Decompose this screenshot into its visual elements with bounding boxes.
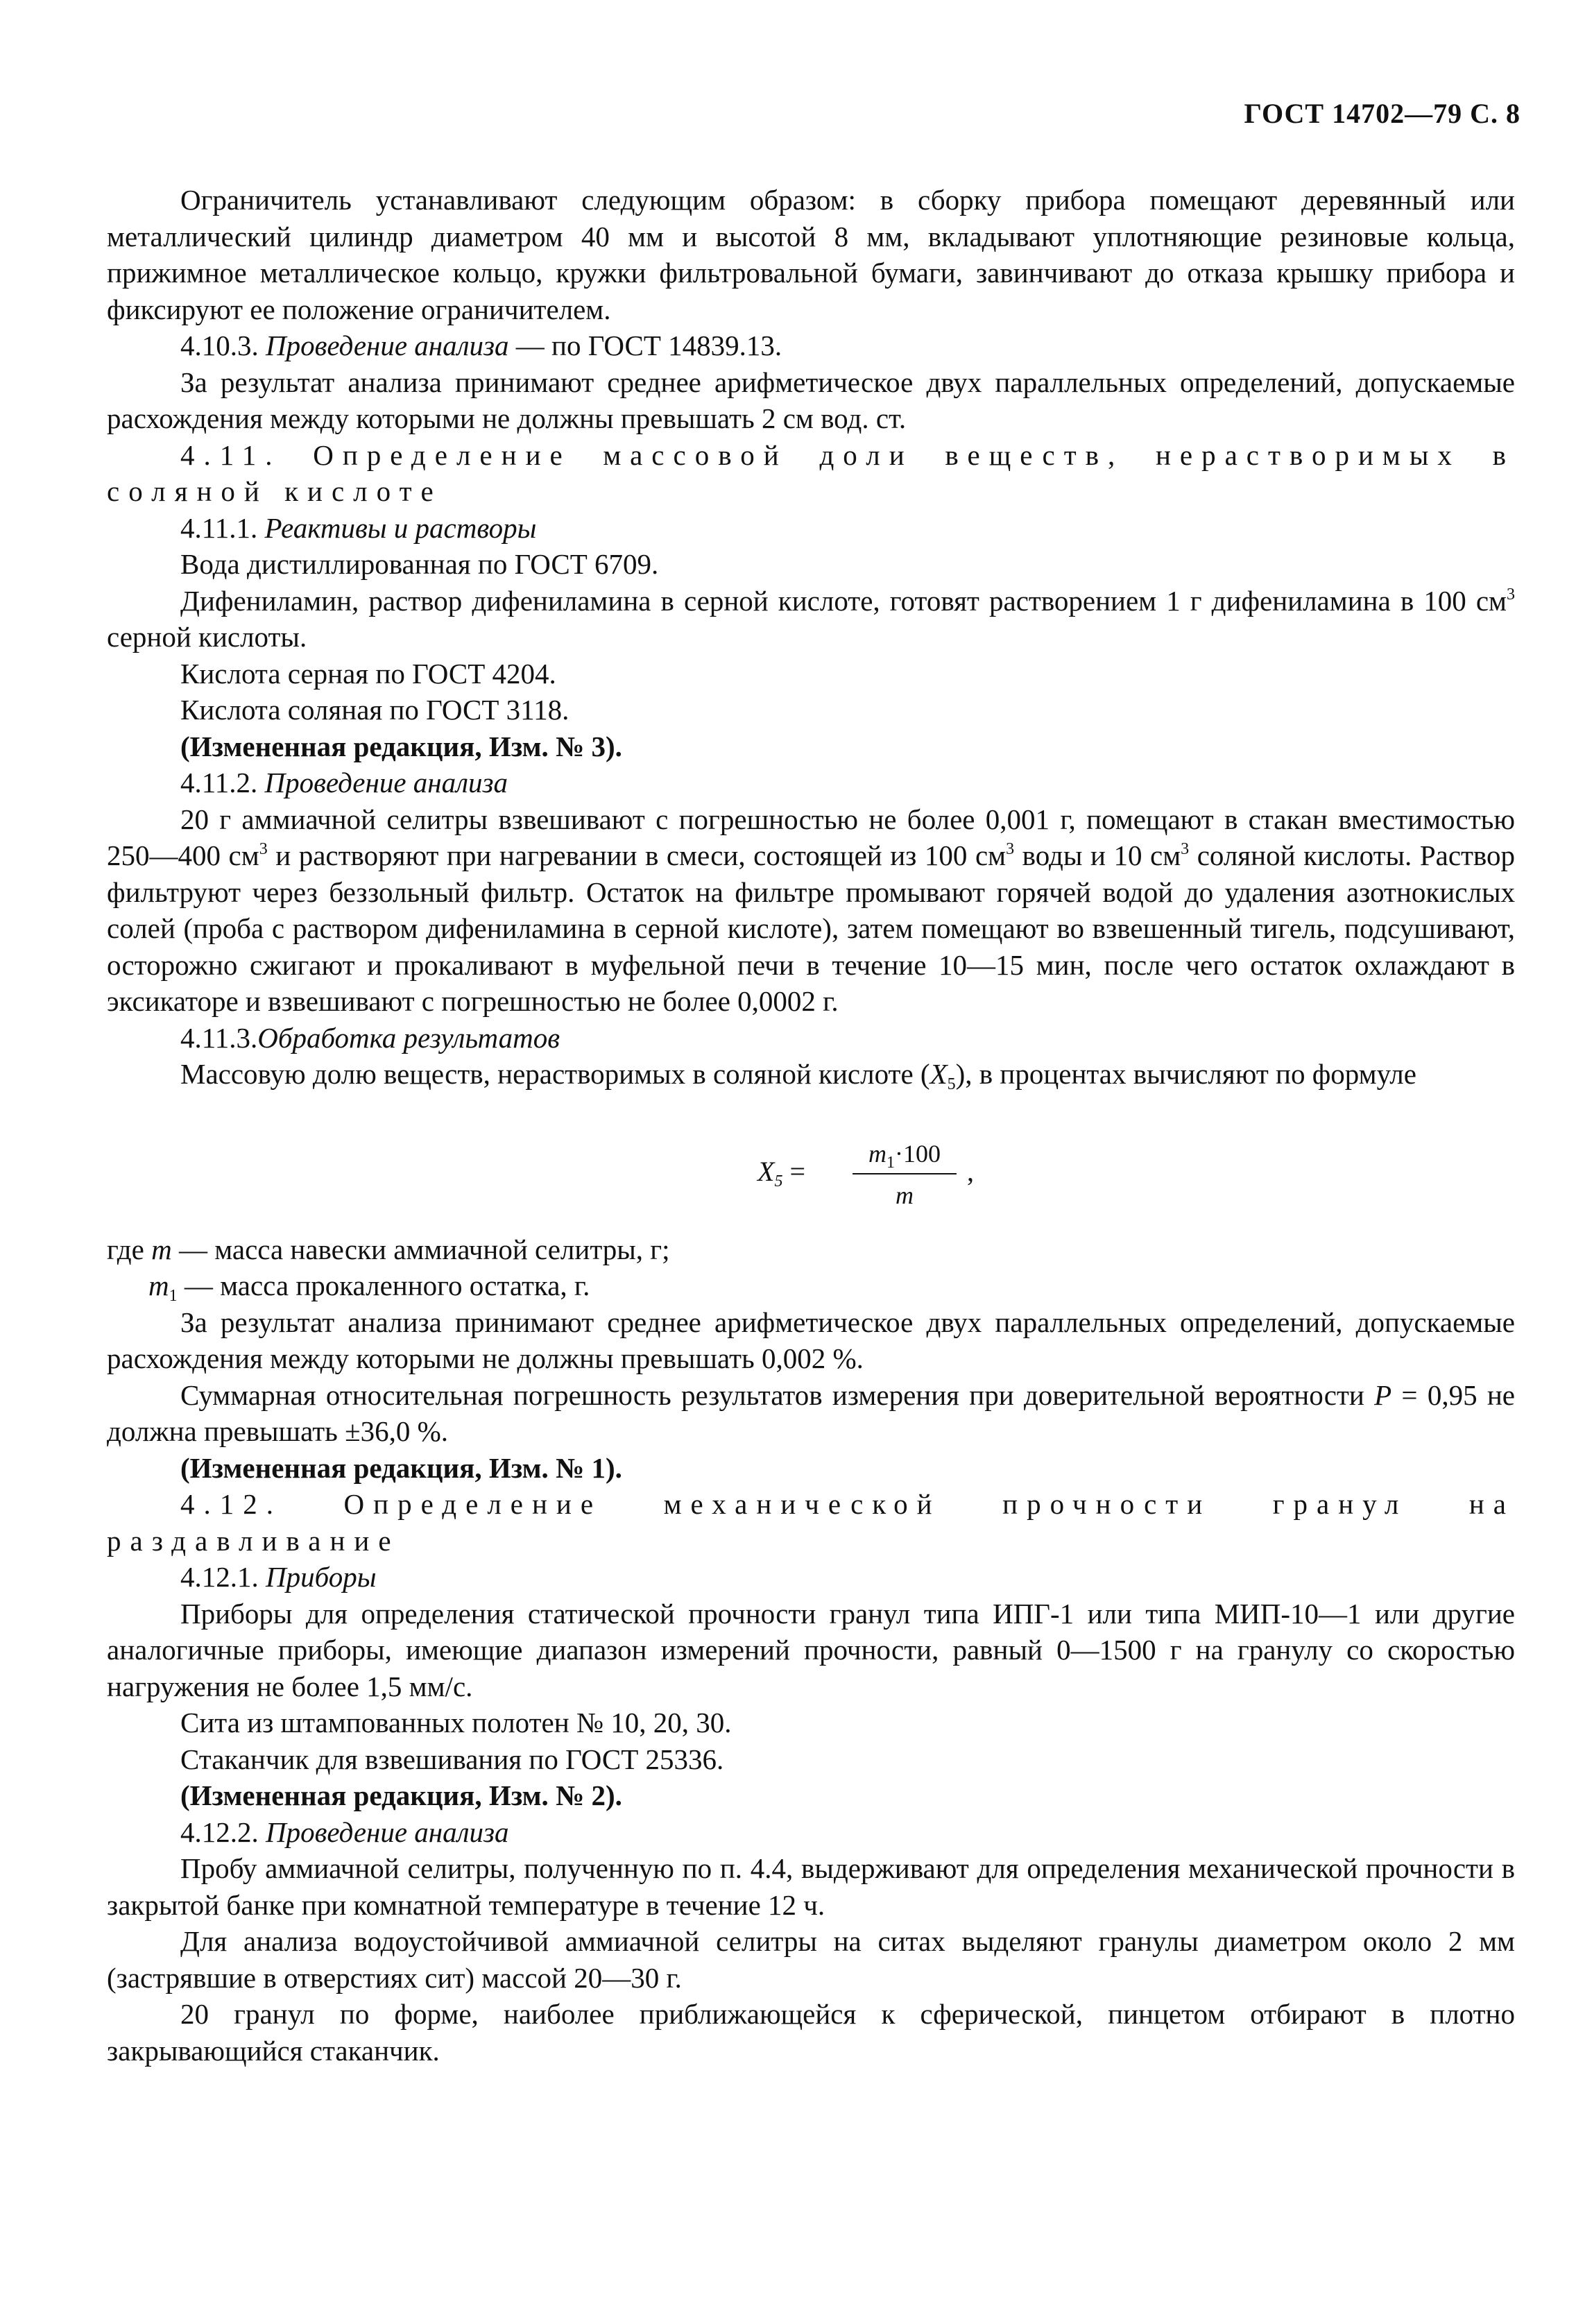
- formula-comma: ,: [967, 1155, 974, 1187]
- formula-numerator: [853, 1136, 957, 1175]
- variable-symbol: m: [151, 1233, 172, 1265]
- edit-note: (Измененная редакция, Изм. № 1).: [180, 1451, 622, 1484]
- reagent-item: [107, 583, 1515, 656]
- subsection-title: Обработка результатов: [257, 1021, 560, 1054]
- section-title-4-12: 4.12. Определение механической прочности гранул на раздавливание: [107, 1488, 1515, 1557]
- paragraph-text: соляной кислоты. Раствор фильтруют через беззольный фильтр. Остаток на фильтре промывают горячей водой до удаления азотнокислых солей (проба с раствором дифениламина в серной кислоте), затем помещают во взвешенный тигель, подсушивают, осторожно сжигают и прокаливают в муфельной печи в течение 10—15 мин, после чего остаток охлаждают в эксикаторе и взвешивают с погрешностью не более 0,0002 г.: [107, 839, 1516, 1017]
- section-number: 4.11.1.: [180, 511, 258, 544]
- equals-sign: =: [782, 1155, 805, 1187]
- subscript: 5: [774, 1172, 783, 1190]
- formula-text: ·100: [895, 1139, 941, 1168]
- paragraph-text: воды и 10 см: [1014, 839, 1181, 871]
- formula-symbol: m: [868, 1139, 886, 1168]
- paragraph: Для анализа водоустойчивой аммиачной селитры на ситах выделяют гранулы диаметром около 2 мм (застрявшие в отверстиях сит) массой 20—30 г.: [107, 1925, 1515, 1994]
- superscript: 3: [1006, 840, 1015, 858]
- subsection-title: Проведение анализа: [266, 1815, 509, 1848]
- subsection-title: Проведение анализа: [266, 330, 509, 361]
- paragraph-text: 20 г аммиачной селитры взвешивают с погрешностью не более 0,001 г, помещают в стакан вместимостью 250—400 см: [107, 803, 1515, 871]
- document-body: [107, 182, 1515, 2069]
- page-header: ГОСТ 14702—79 С. 8: [1244, 98, 1521, 129]
- subsection-4-12-1: [107, 1559, 1515, 1596]
- paragraph: Сита из штампованных полотен № 10, 20, 30.: [180, 1707, 732, 1738]
- definition: [107, 1231, 1515, 1268]
- subsection-4-12-2: [107, 1814, 1515, 1851]
- section-number: 4.11.2.: [180, 767, 258, 798]
- subsection-4-11-2: [107, 764, 1515, 801]
- definition: [107, 1267, 1515, 1304]
- edit-note: (Измененная редакция, Изм. № 2).: [180, 1779, 622, 1811]
- subsection-4-11-1: [107, 510, 1515, 547]
- paragraph: За результат анализа принимают среднее арифметическое двух параллельных определений, допускаемые расхождения между которыми не должны превышать 0,002 %.: [107, 1306, 1515, 1374]
- paragraph: [107, 1377, 1515, 1450]
- superscript: 3: [1507, 585, 1515, 604]
- subsection-title: Реактивы и растворы: [264, 511, 537, 544]
- paragraph: Пробу аммиачной селитры, полученную по п. 4.4, выдерживают для определения механической прочности в закрытой банке при комнатной температуре в течение 12 ч.: [107, 1852, 1515, 1921]
- subscript: 1: [169, 1287, 178, 1305]
- paragraph-text: и растворяют при нагревании в смеси, состоящей из 100 см: [267, 839, 1007, 871]
- formula-lhs: [757, 1154, 805, 1190]
- section-number: 4.12.2.: [180, 1815, 259, 1848]
- formula-symbol: X: [757, 1155, 775, 1187]
- section-number: 4.11.3.: [180, 1021, 258, 1054]
- formula-denominator: m: [896, 1181, 914, 1209]
- superscript: 3: [259, 840, 268, 858]
- variable-symbol: m: [148, 1270, 169, 1301]
- section-title-4-11: 4.11. Определение массовой доли веществ, нерастворимых в соляной кислоте: [107, 438, 1515, 507]
- section-number: 4.12.1.: [180, 1561, 259, 1593]
- reagent-item: Вода дистиллированная по ГОСТ 6709.: [180, 548, 659, 580]
- subsection-title: Проведение анализа: [264, 767, 508, 798]
- definition-prefix: где: [107, 1233, 152, 1265]
- paragraph: [107, 1056, 1515, 1093]
- paragraph: Стаканчик для взвешивания по ГОСТ 25336.: [180, 1743, 724, 1775]
- subsection-title: Приборы: [266, 1561, 377, 1593]
- paragraph-text: = 0,95 не должна превышать ±36,0 %.: [107, 1378, 1515, 1447]
- section-number: 4.10.3.: [180, 330, 259, 361]
- reagent-item: Кислота соляная по ГОСТ 3118.: [180, 694, 569, 726]
- formula-fraction: [853, 1136, 957, 1214]
- paragraph-text: Массовую долю веществ, нерастворимых в соляной кислоте (: [180, 1058, 930, 1090]
- paragraph: За результат анализа принимают среднее арифметическое двух параллельных определений, допускаемые расхождения между которыми не должны превышать 2 см вод. ст.: [107, 366, 1515, 434]
- formula: [107, 1136, 1515, 1216]
- subsection-4-10-3: [107, 327, 1515, 364]
- reagent-item: Кислота серная по ГОСТ 4204.: [180, 657, 556, 690]
- variable-symbol: P: [1374, 1378, 1392, 1411]
- superscript: 3: [1181, 840, 1190, 858]
- paragraph: 20 гранул по форме, наиболее приближающейся к сферической, пинцетом отбирают в плотно закрывающийся стаканчик.: [107, 1998, 1515, 2067]
- edit-note: (Измененная редакция, Изм. № 3).: [180, 730, 622, 762]
- definition-text: — масса навески аммиачной селитры, г;: [171, 1233, 670, 1265]
- subscript: 5: [947, 1075, 956, 1093]
- paragraph-text: ), в процентах вычисляют по формуле: [955, 1058, 1416, 1090]
- paragraph: Приборы для определения статической прочности гранул типа ИПГ-1 или типа МИП-10—1 или другие аналогичные приборы, имеющие диапазон измерений прочности, равный 0—1500 г на гранулу со скоростью нагружения не более 1,5 мм/с.: [107, 1597, 1515, 1702]
- variable-symbol: X: [930, 1058, 948, 1090]
- paragraph-text: серной кислоты.: [107, 621, 307, 653]
- paragraph: [107, 801, 1515, 1020]
- subsection-4-11-3: [107, 1020, 1515, 1057]
- paragraph-text: Суммарная относительная погрешность результатов измерения при доверительной вероятности: [180, 1378, 1375, 1411]
- paragraph: Ограничитель устанавливают следующим образом: в сборку прибора помещают деревянный или металлический цилиндр диаметром 40 мм и высотой 8 мм, вкладывают уплотняющие резиновые кольца, прижимное металлическое кольцо, кружки фильтровальной бумаги, завинчивают до отказа крышку прибора и фиксируют ее положение ограничителем.: [107, 184, 1515, 325]
- paragraph-text: Дифениламин, раствор дифениламина в серной кислоте, готовят растворением 1 г дифениламина в 100 см: [180, 584, 1507, 617]
- subscript: 1: [886, 1153, 895, 1172]
- paragraph-text: — по ГОСТ 14839.13.: [508, 330, 782, 361]
- definition-text: — масса прокаленного остатка, г.: [177, 1270, 590, 1301]
